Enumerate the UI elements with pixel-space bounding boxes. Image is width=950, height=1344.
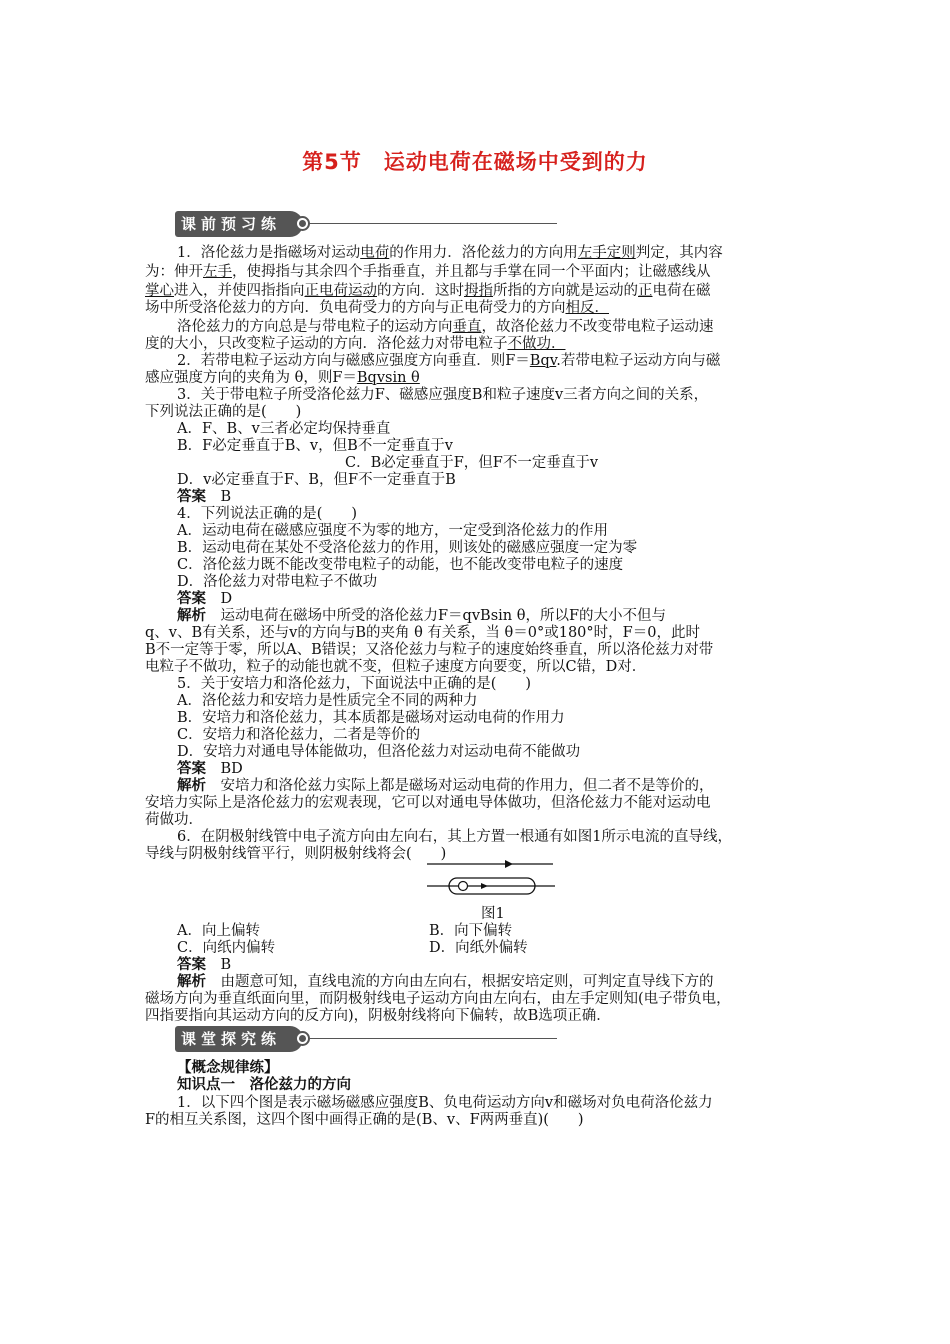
explanation-line: 解析 由题意可知，直线电流的方向由左向右，根据安培定则，可判定直导线下方的: [177, 974, 714, 990]
question-stem: 6．在阴极射线管中电子流方向由左向右，其上方置一根通有如图1所示电流的直导线，: [177, 829, 732, 845]
cathode-icon: [459, 882, 468, 891]
explanation-line: 安培力实际上是洛伦兹力的宏观表现，它可以对通电导体做功，但洛伦兹力不能对运动电: [145, 795, 711, 811]
answer-line: 答案 D: [177, 591, 233, 607]
explanation-line: 电粒子不做功，粒子的动能也就不变，但粒子速度方向要变，所以C错，D对．: [145, 659, 647, 675]
explanation-line: 四指要指向其运动方向的反方向)，阴极射线将向下偏转，故B选项正确．: [145, 1008, 611, 1024]
subsection-heading: 【概念规律练】: [177, 1060, 279, 1076]
explanation-line: 荷做功．: [145, 812, 203, 828]
option-b: B．运动电荷在某处不受洛伦兹力的作用，则该处的磁感应强度一定为零: [177, 540, 638, 556]
bullet-dot-icon: [295, 1031, 310, 1046]
question-stem: 3．关于带电粒子所受洛伦兹力F、磁感应强度B和粒子速度v三者方向之间的关系，: [177, 387, 709, 403]
text-line: 掌心进入，并使四指指向正电荷运动的方向．这时拇指所指的方向就是运动的正电荷在磁: [145, 283, 711, 299]
cathode-ray-tube-figure: [425, 856, 560, 904]
bullet-dot-icon: [295, 216, 310, 231]
text-line: 度的大小，只改变粒子运动的方向．洛伦兹力对带电粒子不做功．: [145, 336, 566, 352]
explanation-line: q、v、B有关系，还与v的方向与B的夹角 θ 有关系，当 θ＝0°或180°时，F＝0，此时: [145, 625, 700, 641]
text-line: 场中所受洛伦兹力的方向．负电荷受力的方向与正电荷受力的方向相反．: [145, 300, 609, 316]
answer-line: 答案 BD: [177, 761, 243, 777]
explanation-line: 解析 运动电荷在磁场中所受的洛伦兹力F＝qvBsin θ，所以F的大小不但与: [177, 608, 667, 624]
text-line: 洛伦兹力的方向总是与带电粒子的运动方向垂直，故洛伦兹力不改变带电粒子运动速: [177, 319, 714, 335]
page-title: 第5节 运动电荷在磁场中受到的力: [302, 150, 648, 174]
section-header-preview: [175, 211, 557, 241]
section-label: 课堂探究练: [175, 1026, 303, 1052]
option-a: A．运动电荷在磁感应强度不为零的地方，一定受到洛伦兹力的作用: [177, 523, 608, 539]
section-label: 课前预习练: [175, 211, 303, 237]
option-c: C．向纸内偏转: [177, 940, 276, 956]
option-b: B．安培力和洛伦兹力，其本质都是磁场对运动电荷的作用力: [177, 710, 565, 726]
question-stem: 导线与阴极射线管平行，则阴极射线将会( ): [145, 846, 447, 862]
section-header-class: [175, 1026, 557, 1056]
option-d: D．向纸外偏转: [429, 940, 528, 956]
option-c: C．安培力和洛伦兹力，二者是等价的: [177, 727, 421, 743]
question-stem: F的相互关系图，这四个图中画得正确的是(B、v、F两两垂直)( ): [145, 1112, 584, 1128]
section-divider: [309, 1038, 557, 1039]
option-a: A．F、B、v三者必定均保持垂直: [177, 421, 391, 437]
explanation-line: B不一定等于零，所以A、B错误；又洛伦兹力与粒子的速度始终垂直，所以洛伦兹力对带: [145, 642, 714, 658]
question-stem: 4．下列说法正确的是( ): [177, 506, 358, 522]
current-arrow-icon: [505, 860, 513, 868]
option-a: A．洛伦兹力和安培力是性质完全不同的两种力: [177, 693, 478, 709]
text-line: 2．若带电粒子运动方向与磁感应强度方向垂直．则F＝Bqv.若带电粒子运动方向与磁: [177, 353, 721, 369]
option-b: B．F必定垂直于B、v，但B不一定垂直于v: [177, 438, 453, 454]
text-line: 为：伸开左手，使拇指与其余四个手指垂直，并且都与手掌在同一个平面内；让磁感线从: [145, 264, 711, 280]
section-divider: [309, 223, 557, 224]
explanation-line: 解析 安培力和洛伦兹力实际上都是磁场对运动电荷的作用力，但二者不是等价的，: [177, 778, 714, 794]
electron-arrow-icon: [481, 883, 488, 889]
figure-caption: 图1: [481, 906, 505, 922]
option-b: B．向下偏转: [429, 923, 513, 939]
option-a: A．向上偏转: [177, 923, 260, 939]
option-c: C．洛伦兹力既不能改变带电粒子的动能，也不能改变带电粒子的速度: [177, 557, 624, 573]
answer-line: 答案 B: [177, 489, 232, 505]
question-stem: 5．关于安培力和洛伦兹力，下面说法中正确的是( ): [177, 676, 532, 692]
option-d: D．v必定垂直于F、B，但F不一定垂直于B: [177, 472, 456, 488]
question-stem: 下列说法正确的是( ): [145, 404, 302, 420]
option-d: D．洛伦兹力对带电粒子不做功: [177, 574, 378, 590]
explanation-line: 磁场方向为垂直纸面向里，而阴极射线电子运动方向由左向右，由左手定则知(电子带负电，: [145, 991, 731, 1007]
knowledge-point-heading: 知识点一 洛伦兹力的方向: [177, 1077, 351, 1093]
text-line: 1．洛伦兹力是指磁场对运动电荷的作用力．洛伦兹力的方向用左手定则判定，其内容: [177, 245, 723, 261]
answer-line: 答案 B: [177, 957, 232, 973]
option-c: C．B必定垂直于F，但F不一定垂直于v: [345, 455, 599, 471]
question-stem: 1．以下四个图是表示磁场磁感应强度B、负电荷运动方向v和磁场对负电荷洛伦兹力: [177, 1095, 713, 1111]
text-line: 感应强度方向的夹角为 θ，则F＝Bqvsin θ: [145, 370, 420, 386]
option-d: D．安培力对通电导体能做功，但洛伦兹力对运动电荷不能做功: [177, 744, 581, 760]
